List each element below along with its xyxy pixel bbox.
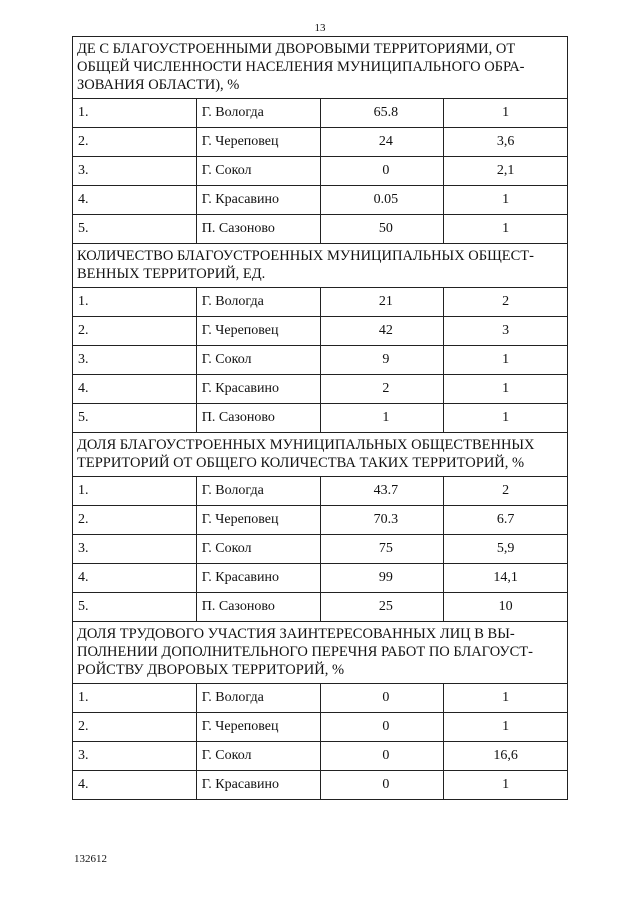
table-row	[73, 535, 568, 564]
value-2: 3,6	[444, 128, 568, 157]
row-number: 3.	[73, 535, 197, 564]
value-1: 2	[320, 375, 444, 404]
row-number: 4.	[73, 564, 197, 593]
table-row	[73, 288, 568, 317]
row-number: 5.	[73, 593, 197, 622]
value-1: 21	[320, 288, 444, 317]
value-2: 2	[444, 288, 568, 317]
value-2: 6.7	[444, 506, 568, 535]
value-2: 2,1	[444, 157, 568, 186]
value-1: 0.05	[320, 186, 444, 215]
row-number: 3.	[73, 157, 197, 186]
value-1: 9	[320, 346, 444, 375]
municipality-name: Г. Красавино	[196, 186, 320, 215]
municipality-name: Г. Вологда	[196, 99, 320, 128]
municipality-name: Г. Сокол	[196, 535, 320, 564]
row-number: 1.	[73, 99, 197, 128]
section-title-line: ТЕРРИТОРИЙ ОТ ОБЩЕГО КОЛИЧЕСТВА ТАКИХ ТЕРРИТОРИЙ, %	[77, 455, 525, 471]
table-row	[73, 157, 568, 186]
section-title-line: ОБЩЕЙ ЧИСЛЕННОСТИ НАСЕЛЕНИЯ МУНИЦИПАЛЬНОГО ОБРА-	[77, 59, 525, 75]
value-1: 43.7	[320, 477, 444, 506]
table-row	[73, 128, 568, 157]
value-2: 1	[444, 771, 568, 800]
municipality-name: Г. Череповец	[196, 128, 320, 157]
municipality-name: Г. Сокол	[196, 157, 320, 186]
value-2: 1	[444, 404, 568, 433]
section-header	[73, 37, 568, 99]
value-1: 0	[320, 157, 444, 186]
row-number: 1.	[73, 288, 197, 317]
municipality-name: Г. Череповец	[196, 317, 320, 346]
row-number: 2.	[73, 713, 197, 742]
municipality-name: Г. Вологда	[196, 684, 320, 713]
section-title-line: ЗОВАНИЯ ОБЛАСТИ), %	[77, 77, 240, 93]
row-number: 4.	[73, 375, 197, 404]
value-2: 1	[444, 346, 568, 375]
value-1: 70.3	[320, 506, 444, 535]
value-2: 10	[444, 593, 568, 622]
value-2: 1	[444, 186, 568, 215]
value-1: 75	[320, 535, 444, 564]
row-number: 5.	[73, 404, 197, 433]
municipality-name: Г. Сокол	[196, 742, 320, 771]
section-title	[73, 244, 568, 288]
table-row	[73, 375, 568, 404]
value-1: 42	[320, 317, 444, 346]
value-2: 1	[444, 375, 568, 404]
section-title-line: ДОЛЯ ТРУДОВОГО УЧАСТИЯ ЗАИНТЕРЕСОВАННЫХ ЛИЦ В ВЫ-	[77, 626, 515, 642]
municipality-name: П. Сазоново	[196, 404, 320, 433]
value-2: 3	[444, 317, 568, 346]
municipality-name: П. Сазоново	[196, 215, 320, 244]
section-title-line: РОЙСТВУ ДВОРОВЫХ ТЕРРИТОРИЙ, %	[77, 662, 345, 678]
municipality-name: П. Сазоново	[196, 593, 320, 622]
table-row	[73, 771, 568, 800]
section-title	[73, 37, 568, 99]
section-title-line: ДЕ С БЛАГОУСТРОЕННЫМИ ДВОРОВЫМИ ТЕРРИТОРИЯМИ, ОТ	[77, 41, 516, 57]
row-number: 2.	[73, 128, 197, 157]
value-1: 50	[320, 215, 444, 244]
table-row	[73, 215, 568, 244]
row-number: 4.	[73, 186, 197, 215]
municipality-name: Г. Красавино	[196, 375, 320, 404]
section-title	[73, 433, 568, 477]
municipality-name: Г. Вологда	[196, 288, 320, 317]
section-title-line: ДОЛЯ БЛАГОУСТРОЕННЫХ МУНИЦИПАЛЬНЫХ ОБЩЕСТВЕННЫХ	[77, 437, 535, 453]
row-number: 2.	[73, 506, 197, 535]
value-2: 16,6	[444, 742, 568, 771]
table-row	[73, 684, 568, 713]
municipality-name: Г. Вологда	[196, 477, 320, 506]
row-number: 2.	[73, 317, 197, 346]
table-row	[73, 317, 568, 346]
value-1: 99	[320, 564, 444, 593]
value-1: 25	[320, 593, 444, 622]
municipality-name: Г. Красавино	[196, 564, 320, 593]
table-row	[73, 564, 568, 593]
row-number: 1.	[73, 684, 197, 713]
table-row	[73, 742, 568, 771]
section-header	[73, 244, 568, 288]
table-row	[73, 99, 568, 128]
municipality-name: Г. Сокол	[196, 346, 320, 375]
municipality-name: Г. Красавино	[196, 771, 320, 800]
row-number: 5.	[73, 215, 197, 244]
value-1: 65.8	[320, 99, 444, 128]
row-number: 3.	[73, 346, 197, 375]
value-1: 0	[320, 771, 444, 800]
table-row	[73, 506, 568, 535]
section-title-line: ВЕННЫХ ТЕРРИТОРИЙ, ЕД.	[77, 266, 266, 282]
section-title-line: ПОЛНЕНИИ ДОПОЛНИТЕЛЬНОГО ПЕРЕЧНЯ РАБОТ ПО БЛАГОУСТ-	[77, 644, 533, 660]
table-row	[73, 186, 568, 215]
value-2: 1	[444, 684, 568, 713]
value-2: 2	[444, 477, 568, 506]
value-1: 0	[320, 742, 444, 771]
section-title-line: КОЛИЧЕСТВО БЛАГОУСТРОЕННЫХ МУНИЦИПАЛЬНЫХ ОБЩЕСТ-	[77, 248, 534, 264]
value-1: 0	[320, 684, 444, 713]
table-row	[73, 346, 568, 375]
municipality-name: Г. Череповец	[196, 713, 320, 742]
value-1: 24	[320, 128, 444, 157]
page-number: 13	[314, 22, 326, 34]
value-2: 5,9	[444, 535, 568, 564]
value-2: 1	[444, 215, 568, 244]
indicators-table	[72, 36, 568, 800]
document-code: 132612	[74, 853, 107, 865]
section-header	[73, 433, 568, 477]
table-row	[73, 404, 568, 433]
table-row	[73, 593, 568, 622]
row-number: 4.	[73, 771, 197, 800]
table-row	[73, 713, 568, 742]
row-number: 3.	[73, 742, 197, 771]
value-2: 1	[444, 713, 568, 742]
section-title	[73, 622, 568, 684]
section-header	[73, 622, 568, 684]
value-2: 1	[444, 99, 568, 128]
municipality-name: Г. Череповец	[196, 506, 320, 535]
value-1: 1	[320, 404, 444, 433]
value-2: 14,1	[444, 564, 568, 593]
row-number: 1.	[73, 477, 197, 506]
table-row	[73, 477, 568, 506]
value-1: 0	[320, 713, 444, 742]
